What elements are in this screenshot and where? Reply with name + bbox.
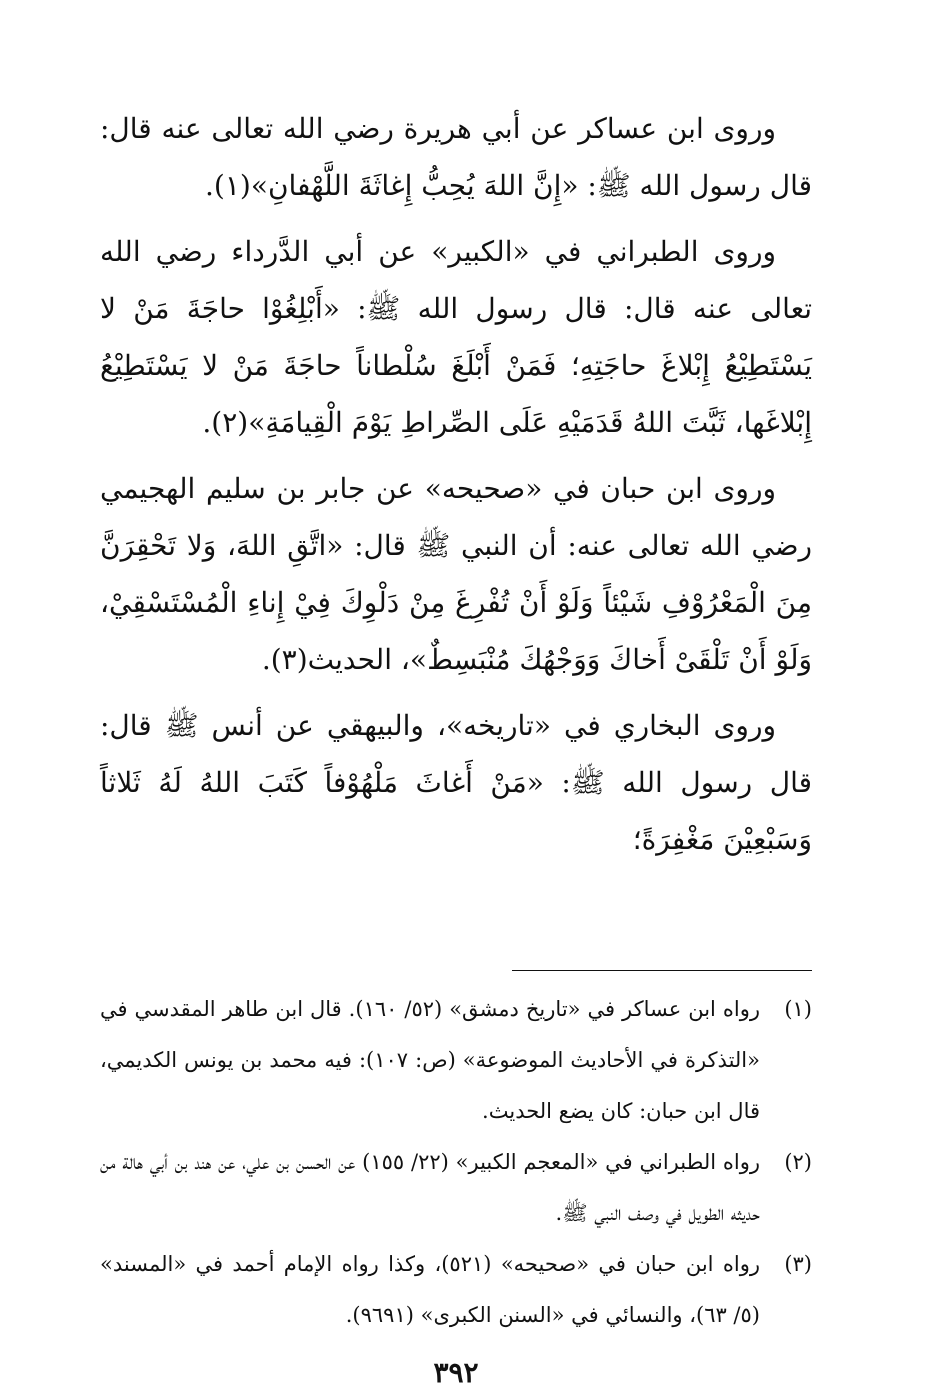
footnote-text: رواه ابن عساكر في «تاريخ دمشق» (٥٢/ ١٦٠). قال ابن طاهر المقدسي في «التذكرة في الأحاديث الموضوعة» (ص: ١٠٧): فيه محمد بن يونس الكديمي، قال ابن حبان: كان يضع الحديث. xyxy=(100,997,760,1123)
paragraph-ibn-hibban: وروى ابن حبان في «صحيحه» عن جابر بن سليم الهجيمي رضي الله تعالى عنه: أن النبي ﷺ قال: «اتَّقِ اللهَ، وَلا تَحْقِرَنَّ مِنَ الْمَعْرُوْفِ شَيْئاً وَلَوْ أَنْ تُفْرِغَ مِنْ دَلْوِكَ فِيْ إِناءِ الْمُسْتَسْقِيْ، وَلَوْ أَنْ تَلْقَىْ أَخاكَ وَوَجْهُكَ مُنْبَسِطٌ»، الحديث(٣). xyxy=(100,472,812,676)
footnote-text: رواه الطبراني في «المعجم الكبير» (٢٢/ ١٥٥) عن الحسن بن علي، عن هند بن أبي هالة من حديثه الطويل في وصف النبي ﷺ. xyxy=(100,1150,760,1225)
footnote-3 xyxy=(100,1239,812,1341)
footnotes xyxy=(100,984,812,1341)
main-text xyxy=(100,100,812,868)
footnote-number: (١) xyxy=(784,997,812,1021)
footnote-1 xyxy=(100,984,812,1137)
page xyxy=(100,100,812,1389)
footnote-number: (٢) xyxy=(784,1150,812,1174)
page-number: ٣٩٢ xyxy=(433,1356,479,1389)
paragraph-tabarani: وروى الطبراني في «الكبير» عن أبي الدَّرداء رضي الله تعالى عنه قال: قال رسول الله ﷺ: «أَبْلِغُوْا حاجَةَ مَنْ لا يَسْتَطِيْعُ إِبْلاغَ حاجَتِهِ؛ فَمَنْ أَبْلَغَ سُلْطاناً حاجَةَ مَنْ لا يَسْتَطِيْعُ إِبْلاغَها، ثَبَّتَ اللهُ قَدَمَيْهِ عَلَى الصِّراطِ يَوْمَ الْقِيامَةِ»(٢). xyxy=(100,235,812,439)
footnote-2 xyxy=(100,1137,812,1239)
footnote-text: رواه ابن حبان في «صحيحه» (٥٢١)، وكذا رواه الإمام أحمد في «المسند» (٥/ ٦٣)، والنسائي في «السنن الكبرى» (٩٦٩١). xyxy=(100,1252,760,1327)
footnote-separator xyxy=(512,970,812,971)
paragraph-ibn-asakir: وروى ابن عساكر عن أبي هريرة رضي الله تعالى عنه قال: قال رسول الله ﷺ: «إِنَّ اللهَ يُحِبُّ إِغاثَةَ اللَّهْفانِ»(١). xyxy=(100,112,812,202)
paragraph-bukhari: وروى البخاري في «تاريخه»، والبيهقي عن أنس ﷺ قال: قال رسول الله ﷺ: «مَنْ أَغاثَ مَلْهُوْفاً كَتَبَ اللهُ لَهُ ثَلاثاً وَسَبْعِيْنَ مَغْفِرَةً؛ xyxy=(100,709,812,856)
footnote-number: (٣) xyxy=(784,1252,812,1276)
